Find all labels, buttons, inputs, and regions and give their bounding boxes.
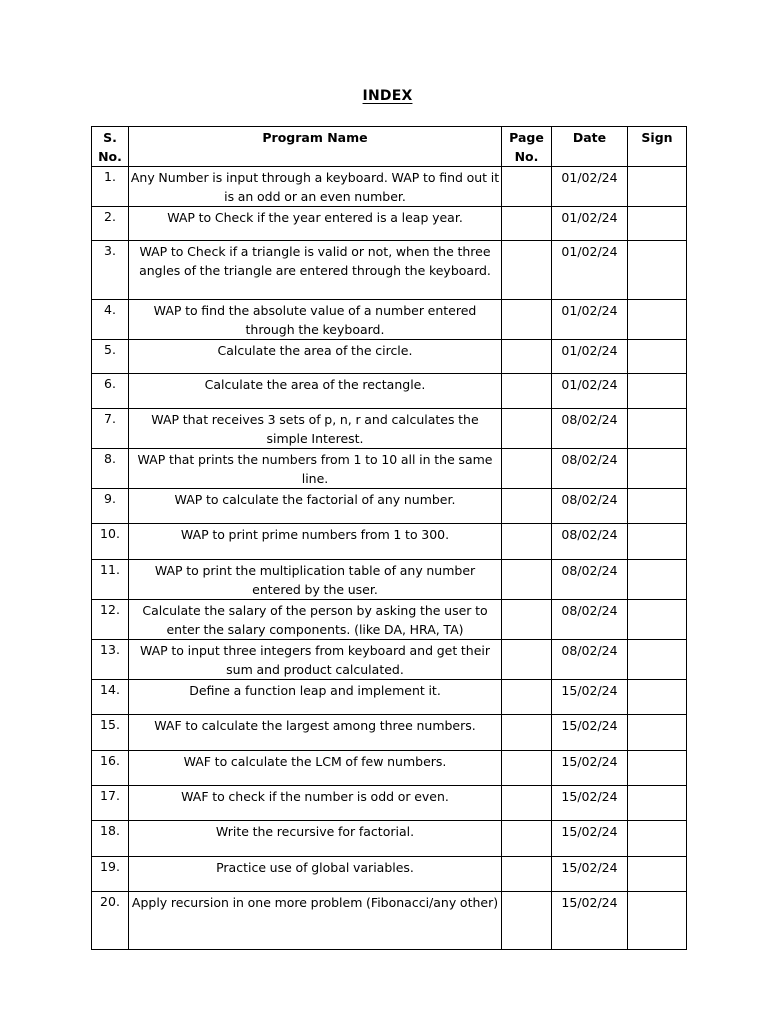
date-cell: 15/02/24 [552, 821, 628, 857]
page-no-cell [502, 857, 552, 892]
sno-cell: 2. [92, 207, 129, 241]
program-name-cell: WAF to calculate the largest among three numbers. [129, 715, 502, 751]
date-cell: 08/02/24 [552, 489, 628, 524]
page-no-cell [502, 300, 552, 340]
table-row [92, 640, 687, 680]
sign-cell [628, 892, 687, 950]
program-name-cell: Calculate the area of the circle. [129, 340, 502, 374]
sign-cell [628, 167, 687, 207]
table-row [92, 786, 687, 821]
sno-cell: 16. [92, 751, 129, 786]
page-no-cell [502, 821, 552, 857]
page-no-cell [502, 409, 552, 449]
page-no-cell [502, 715, 552, 751]
page-no-cell [502, 449, 552, 489]
index-table [91, 126, 687, 950]
page-no-cell [502, 560, 552, 600]
page-no-cell [502, 340, 552, 374]
header-sno: S. No. [92, 127, 129, 167]
sign-cell [628, 409, 687, 449]
table-row [92, 300, 687, 340]
page-no-cell [502, 600, 552, 640]
sign-cell [628, 300, 687, 340]
page-no-cell [502, 241, 552, 300]
sno-cell: 1. [92, 167, 129, 207]
table-row [92, 560, 687, 600]
program-name-cell: WAP to print the multiplication table of any number entered by the user. [129, 560, 502, 600]
sno-cell: 17. [92, 786, 129, 821]
date-cell: 15/02/24 [552, 892, 628, 950]
page-no-cell [502, 207, 552, 241]
table-row [92, 600, 687, 640]
program-name-cell: Write the recursive for factorial. [129, 821, 502, 857]
sign-cell [628, 340, 687, 374]
table-row [92, 857, 687, 892]
sno-cell: 4. [92, 300, 129, 340]
date-cell: 15/02/24 [552, 786, 628, 821]
table-row [92, 524, 687, 560]
page-no-cell [502, 374, 552, 409]
table-row [92, 241, 687, 300]
sno-cell: 13. [92, 640, 129, 680]
date-cell: 15/02/24 [552, 751, 628, 786]
table-row [92, 489, 687, 524]
date-cell: 01/02/24 [552, 167, 628, 207]
table-row [92, 751, 687, 786]
sno-cell: 19. [92, 857, 129, 892]
sno-cell: 20. [92, 892, 129, 950]
table-row [92, 167, 687, 207]
header-program-name: Program Name [129, 127, 502, 167]
program-name-cell: Calculate the area of the rectangle. [129, 374, 502, 409]
sign-cell [628, 786, 687, 821]
page-no-cell [502, 892, 552, 950]
date-cell: 08/02/24 [552, 449, 628, 489]
program-name-cell: WAP to Check if a triangle is valid or not, when the three angles of the triangle are entered through the keyboard. [129, 241, 502, 300]
sno-cell: 14. [92, 680, 129, 715]
date-cell: 01/02/24 [552, 374, 628, 409]
page-title: INDEX [362, 88, 413, 104]
sign-cell [628, 241, 687, 300]
sign-cell [628, 680, 687, 715]
program-name-cell: Any Number is input through a keyboard. WAP to find out it is an odd or an even number. [129, 167, 502, 207]
header-date: Date [552, 127, 628, 167]
program-name-cell: WAP to print prime numbers from 1 to 300. [129, 524, 502, 560]
page-no-cell [502, 167, 552, 207]
program-name-cell: WAP to find the absolute value of a number entered through the keyboard. [129, 300, 502, 340]
page-no-cell [502, 524, 552, 560]
date-cell: 01/02/24 [552, 241, 628, 300]
table-row [92, 680, 687, 715]
table-row [92, 821, 687, 857]
program-name-cell: WAP to Check if the year entered is a leap year. [129, 207, 502, 241]
sign-cell [628, 715, 687, 751]
sign-cell [628, 751, 687, 786]
date-cell: 08/02/24 [552, 600, 628, 640]
sno-cell: 12. [92, 600, 129, 640]
page-no-cell [502, 786, 552, 821]
program-name-cell: Practice use of global variables. [129, 857, 502, 892]
date-cell: 08/02/24 [552, 409, 628, 449]
sno-cell: 7. [92, 409, 129, 449]
page-no-cell [502, 640, 552, 680]
program-name-cell: Define a function leap and implement it. [129, 680, 502, 715]
date-cell: 01/02/24 [552, 340, 628, 374]
date-cell: 15/02/24 [552, 680, 628, 715]
sno-cell: 3. [92, 241, 129, 300]
sno-cell: 10. [92, 524, 129, 560]
table-row [92, 715, 687, 751]
date-cell: 08/02/24 [552, 560, 628, 600]
program-name-cell: WAP to input three integers from keyboard and get their sum and product calculated. [129, 640, 502, 680]
table-row [92, 449, 687, 489]
sno-cell: 9. [92, 489, 129, 524]
header-page-no: Page No. [502, 127, 552, 167]
date-cell: 15/02/24 [552, 857, 628, 892]
sign-cell [628, 821, 687, 857]
date-cell: 08/02/24 [552, 640, 628, 680]
header-sign: Sign [628, 127, 687, 167]
sno-cell: 11. [92, 560, 129, 600]
program-name-cell: WAF to calculate the LCM of few numbers. [129, 751, 502, 786]
program-name-cell: WAF to check if the number is odd or even. [129, 786, 502, 821]
table-row [92, 409, 687, 449]
table-row [92, 374, 687, 409]
sno-cell: 15. [92, 715, 129, 751]
sign-cell [628, 600, 687, 640]
sign-cell [628, 449, 687, 489]
date-cell: 01/02/24 [552, 300, 628, 340]
sno-cell: 5. [92, 340, 129, 374]
table-row [92, 892, 687, 950]
sno-cell: 18. [92, 821, 129, 857]
page-no-cell [502, 489, 552, 524]
page-no-cell [502, 680, 552, 715]
program-name-cell: WAP to calculate the factorial of any number. [129, 489, 502, 524]
program-name-cell: WAP that receives 3 sets of p, n, r and calculates the simple Interest. [129, 409, 502, 449]
sign-cell [628, 857, 687, 892]
date-cell: 08/02/24 [552, 524, 628, 560]
program-name-cell: WAP that prints the numbers from 1 to 10 all in the same line. [129, 449, 502, 489]
sign-cell [628, 207, 687, 241]
program-name-cell: Apply recursion in one more problem (Fibonacci/any other) [129, 892, 502, 950]
table-row [92, 340, 687, 374]
sno-cell: 6. [92, 374, 129, 409]
date-cell: 15/02/24 [552, 715, 628, 751]
sign-cell [628, 374, 687, 409]
table-row [92, 207, 687, 241]
page-no-cell [502, 751, 552, 786]
sign-cell [628, 560, 687, 600]
date-cell: 01/02/24 [552, 207, 628, 241]
sign-cell [628, 640, 687, 680]
sign-cell [628, 489, 687, 524]
sign-cell [628, 524, 687, 560]
sno-cell: 8. [92, 449, 129, 489]
table-header-row [92, 127, 687, 167]
program-name-cell: Calculate the salary of the person by asking the user to enter the salary components. (like DA, HRA, TA) [129, 600, 502, 640]
